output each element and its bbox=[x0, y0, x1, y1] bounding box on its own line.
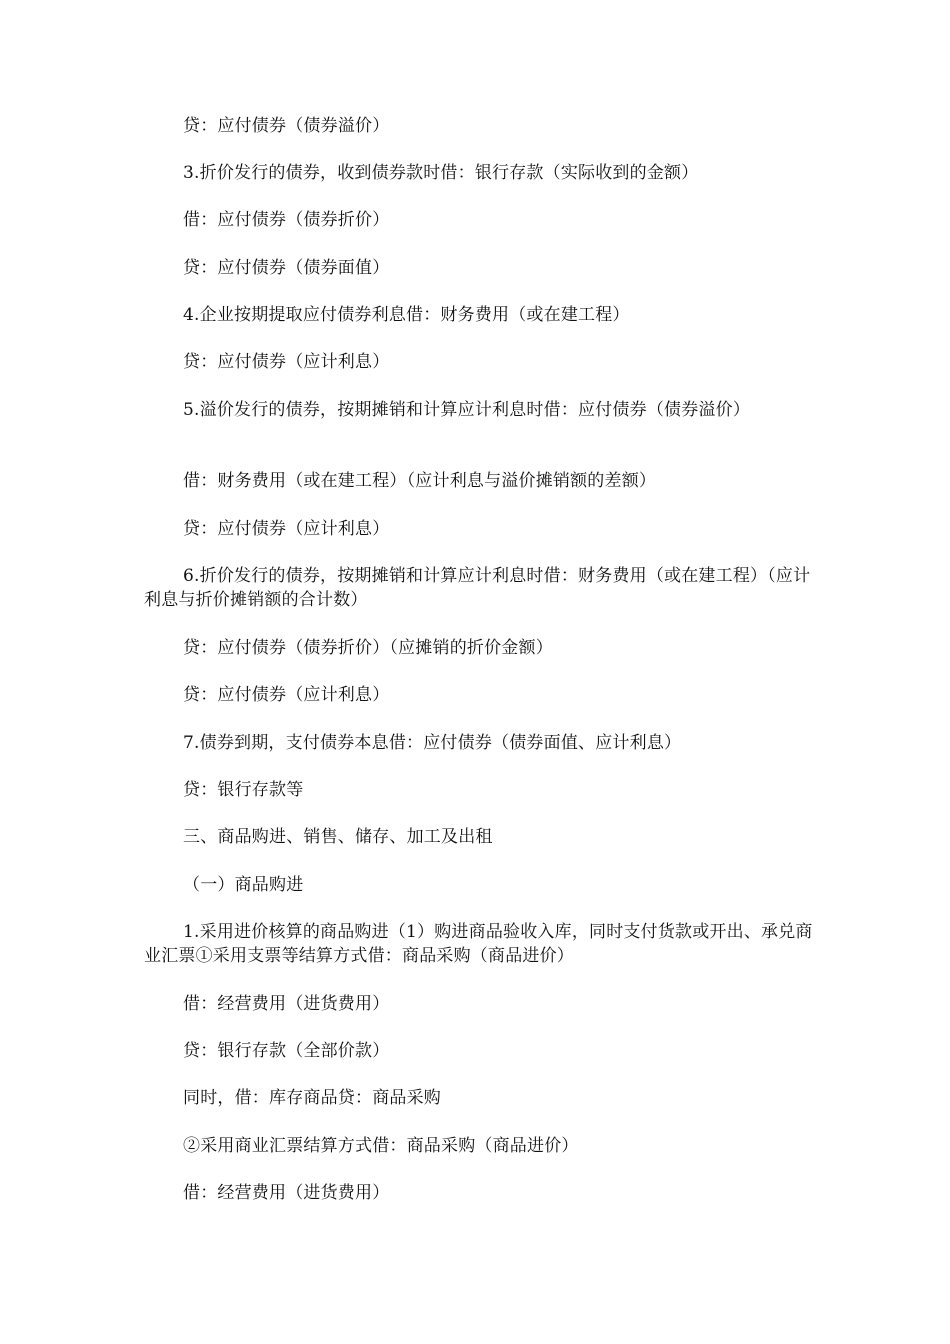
text-paragraph: 1.采用进价核算的商品购进（1）购进商品验收入库，同时支付货款或开出、承兑商业汇票①采用支票等结算方式借：商品采购（商品进价） bbox=[144, 922, 813, 966]
text-line: 借：经营费用（进货费用） bbox=[183, 1183, 390, 1203]
text-line: 7.债券到期，支付债券本息借：应付债券（债券面值、应计利息） bbox=[183, 733, 682, 753]
text-line: 借：应付债券（债券折价） bbox=[183, 210, 390, 230]
text-line: 4.企业按期提取应付债券利息借：财务费用（或在建工程） bbox=[183, 305, 630, 325]
text-line: ②采用商业汇票结算方式借：商品采购（商品进价） bbox=[183, 1136, 579, 1156]
text-line: 贷：应付债券（债券折价）（应摊销的折价金额） bbox=[183, 638, 553, 658]
text-line: 贷：应付债券（债券面值） bbox=[183, 258, 390, 278]
text-paragraph: 6.折价发行的债券，按期摊销和计算应计利息时借：财务费用（或在建工程）（应计利息与折价摊销额的合计数） bbox=[144, 566, 811, 610]
text-line: 贷：应付债券（债券溢价） bbox=[183, 116, 390, 136]
text-line: 同时，借：库存商品贷：商品采购 bbox=[183, 1088, 441, 1108]
text-line: 贷：应付债券（应计利息） bbox=[183, 352, 390, 372]
text-line: 贷：应付债券（应计利息） bbox=[183, 685, 390, 705]
text-line: 借：经营费用（进货费用） bbox=[183, 994, 390, 1014]
text-line: 借：财务费用（或在建工程）（应计利息与溢价摊销额的差额） bbox=[183, 471, 657, 491]
section-heading: 三、商品购进、销售、储存、加工及出租 bbox=[183, 827, 493, 847]
text-line: 贷：银行存款（全部价款） bbox=[183, 1041, 390, 1061]
text-line: 5.溢价发行的债券，按期摊销和计算应计利息时借：应付债券（债券溢价） bbox=[183, 400, 751, 420]
text-line: 贷：银行存款等 bbox=[183, 780, 304, 800]
subsection-heading: （一）商品购进 bbox=[183, 875, 304, 895]
text-line: 3.折价发行的债券，收到债券款时借：银行存款（实际收到的金额） bbox=[183, 163, 699, 183]
text-line: 贷：应付债券（应计利息） bbox=[183, 519, 390, 539]
